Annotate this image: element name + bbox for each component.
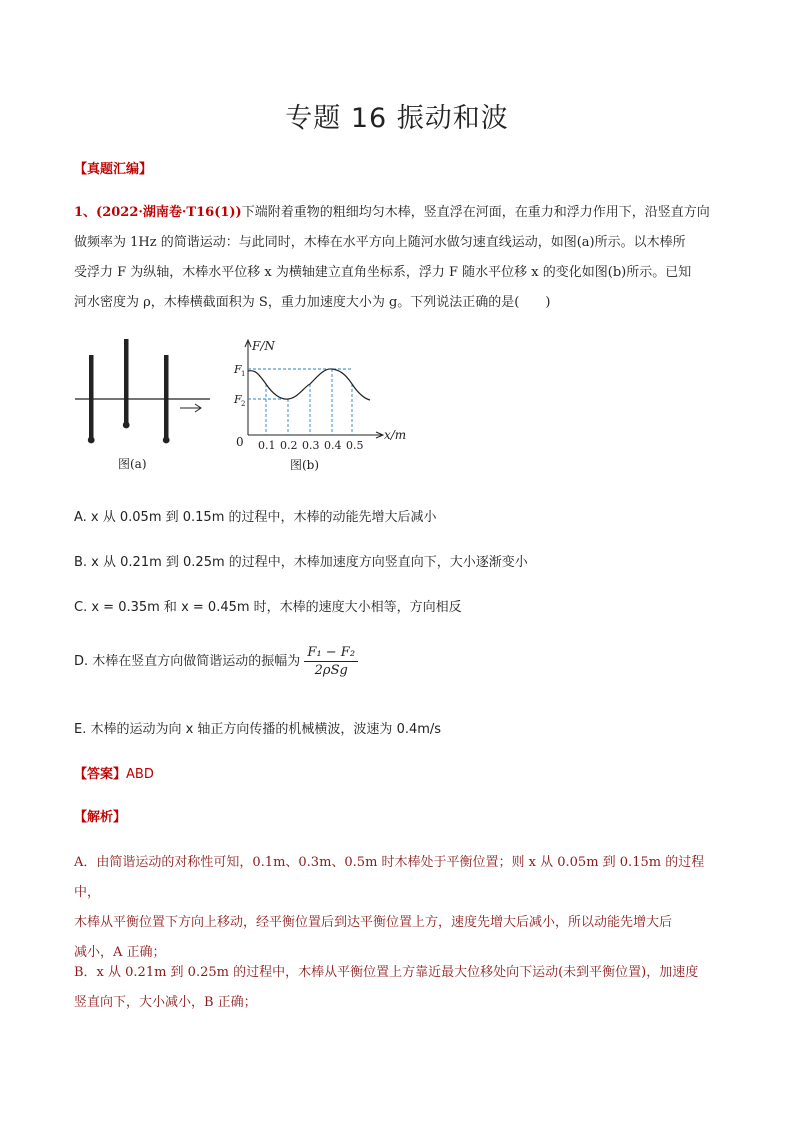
x-tick-0-3: 0.3 bbox=[302, 439, 320, 452]
caption-a: 图(a) bbox=[118, 457, 147, 471]
fraction-denominator: 2ρSg bbox=[314, 663, 348, 678]
figure-b bbox=[233, 339, 406, 472]
f2-label: F bbox=[234, 393, 242, 406]
question-source: (2022·湖南卷·T16(1)) bbox=[96, 205, 242, 220]
x-tick-0-1: 0.1 bbox=[258, 439, 276, 452]
question-line-3: 受浮力 F 为纵轴，木棒水平位移 x 为横轴建立直角坐标系，浮力 F 随水平位移 x 的变化如图(b)所示。已知 bbox=[74, 265, 692, 280]
question-text-1: 下端附着重物的粗细均匀木棒，竖直浮在河面，在重力和浮力作用下，沿竖直方向 bbox=[241, 205, 710, 220]
option-c: C. x = 0.35m 和 x = 0.45m 时，木棒的速度大小相等，方向相反 bbox=[74, 600, 462, 615]
stick-weight-3 bbox=[163, 437, 170, 444]
analysis-a-line-1: A．由简谐运动的对称性可知，0.1m、0.3m、0.5m 时木棒处于平衡位置；则 x 从 0.05m 到 0.15m 的过程中， bbox=[74, 855, 705, 900]
f2-sub: 2 bbox=[241, 400, 246, 408]
analysis-b bbox=[74, 958, 724, 1018]
x-tick-0-4: 0.4 bbox=[324, 439, 342, 452]
x-tick-0-5: 0.5 bbox=[346, 439, 364, 452]
wood-stick-1 bbox=[89, 355, 94, 438]
y-axis-label: F/N bbox=[252, 339, 275, 353]
analysis-label: 【解析】 bbox=[74, 810, 127, 825]
f1-label: F bbox=[234, 363, 242, 376]
analysis-a-line-3: 减小，A 正确； bbox=[74, 945, 166, 960]
analysis-a bbox=[74, 848, 724, 968]
answer-value: ABD bbox=[126, 767, 154, 782]
amplitude-fraction bbox=[304, 645, 358, 678]
option-e: E. 木棒的运动为向 x 轴正方向传播的机械横波，波速为 0.4m/s bbox=[74, 722, 442, 737]
wood-stick-3 bbox=[164, 355, 169, 438]
stick-weight-1 bbox=[88, 437, 95, 444]
fraction-numerator: F₁ − F₂ bbox=[304, 645, 358, 662]
figure-a bbox=[75, 339, 210, 471]
question-line-1 bbox=[74, 198, 724, 228]
stick-weight-2 bbox=[123, 422, 130, 429]
figure-svg bbox=[70, 336, 410, 481]
answer bbox=[74, 763, 154, 782]
option-d-text: D. 木棒在竖直方向做简谐运动的振幅为 bbox=[74, 654, 301, 669]
question-stem bbox=[74, 198, 724, 318]
option-a: A. x 从 0.05m 到 0.15m 的过程中，木棒的动能先增大后减小 bbox=[74, 510, 437, 525]
origin-label: 0 bbox=[236, 435, 244, 449]
figure bbox=[70, 336, 410, 481]
caption-b: 图(b) bbox=[290, 458, 320, 472]
question-line-2: 做频率为 1Hz 的简谐运动：与此同时，木棒在水平方向上随河水做匀速直线运动，如图(a)所示。以木棒所 bbox=[74, 235, 686, 250]
question-line-4: 河水密度为 ρ，木棒横截面积为 S，重力加速度大小为 g。下列说法正确的是( ) bbox=[74, 295, 551, 310]
analysis-b-line-1: B．x 从 0.21m 到 0.25m 的过程中，木棒从平衡位置上方靠近最大位移处向下运动(未到平衡位置)，加速度 bbox=[74, 965, 699, 980]
x-axis-label: x/m bbox=[384, 428, 407, 442]
analysis-b-line-2: 竖直向下，大小减小，B 正确； bbox=[74, 995, 257, 1010]
wood-stick-2 bbox=[124, 339, 129, 423]
page-title: 专题 16 振动和波 bbox=[285, 103, 509, 134]
question-number: 1、 bbox=[74, 205, 97, 220]
x-tick-0-2: 0.2 bbox=[280, 439, 298, 452]
option-b: B. x 从 0.21m 到 0.25m 的过程中，木棒加速度方向竖直向下，大小逐渐变小 bbox=[74, 555, 528, 570]
section-tag: 【真题汇编】 bbox=[74, 162, 153, 177]
option-d bbox=[74, 645, 358, 678]
analysis-a-line-2: 木棒从平衡位置下方向上移动，经平衡位置后到达平衡位置上方，速度先增大后减小，所以动能先增大后 bbox=[74, 915, 673, 930]
answer-label: 【答案】 bbox=[74, 767, 127, 782]
f1-sub: 1 bbox=[241, 370, 246, 378]
